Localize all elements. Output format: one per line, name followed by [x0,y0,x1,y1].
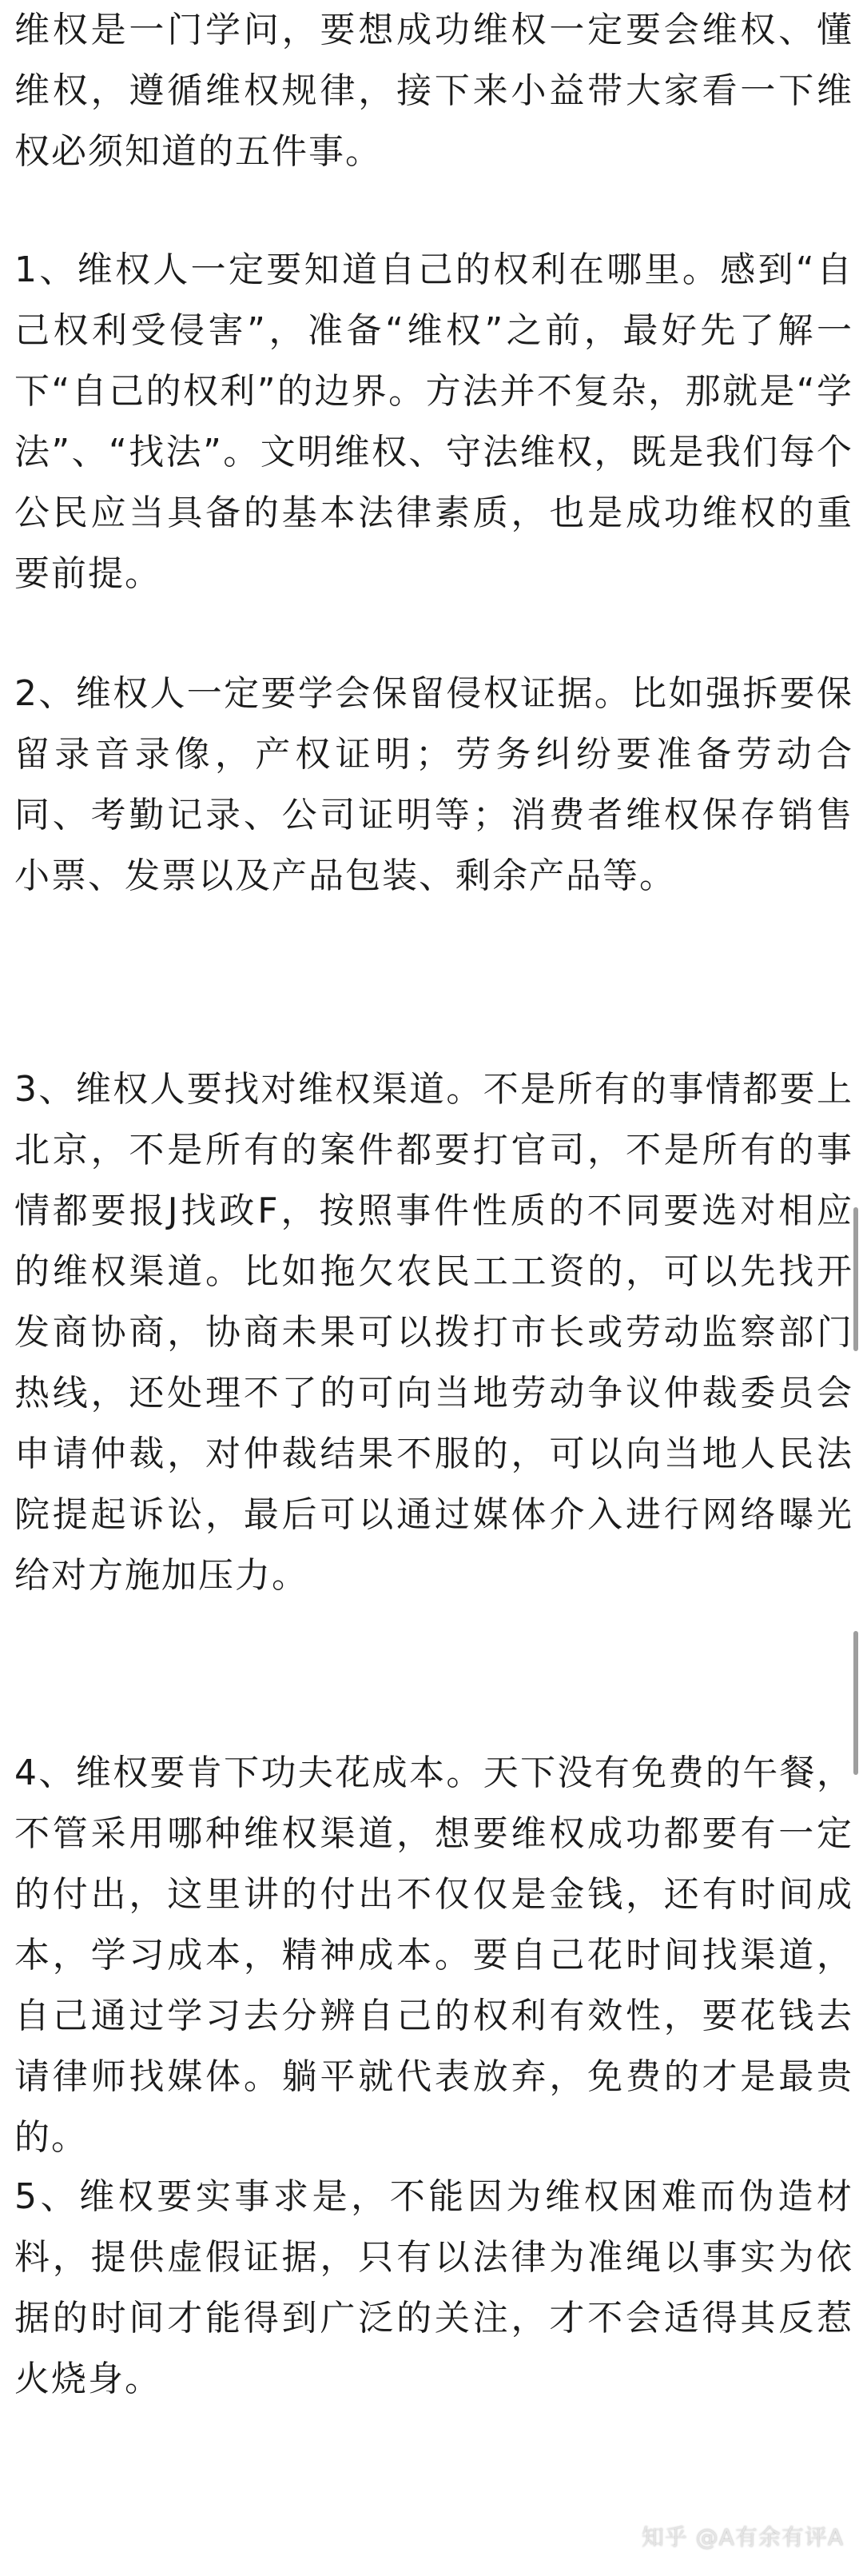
point-2-paragraph: 2、维权人一定要学会保留侵权证据。比如强拆要保留录音录像，产权证明；劳务纠纷要准备劳动合同、考勤记录、公司证明等；消费者维权保存销售小票、发票以及产品包装、剩余产品等。 [14,673,853,896]
zhihu-watermark [642,2518,844,2554]
scrollbar-indicator[interactable] [853,1631,858,1775]
point-4-paragraph: 4、维权要肯下功夫花成本。天下没有免费的午餐，不管采用哪种维权渠道，想要维权成功都要有一定的付出，这里讲的付出不仅仅是金钱，还有时间成本，学习成本，精神成本。要自己花时间找渠道，自己通过学习去分辨自己的权利有效性，要花钱去请律师找媒体。躺平就代表放弃，免费的才是最贵的。 [14,1753,853,2158]
scrollbar-indicator[interactable] [853,1207,858,1351]
point-5-paragraph: 5、维权要实事求是，不能因为维权困难而伪造材料，提供虚假证据，只有以法律为准绳以事实为依据的时间才能得到广泛的关注，才不会适得其反惹火烧身。 [14,2176,853,2399]
point-3-paragraph: 3、维权人要找对维权渠道。不是所有的事情都要上北京，不是所有的案件都要打官司，不是所有的事情都要报J找政F，按照事件性质的不同要选对相应的维权渠道。比如拖欠农民工工资的，可以先找开发商协商，协商未果可以拨打市长或劳动监察部门热线，还处理不了的可向当地劳动争议仲裁委员会申请仲裁，对仲裁结果不服的，可以向当地人民法院提起诉讼，最后可以通过媒体介入进行网络曝光给对方施加压力。 [14,1069,853,1596]
watermark-text: 知乎 @A有余有评A [641,2524,844,2550]
intro-paragraph: 维权是一门学问，要想成功维权一定要会维权、懂维权，遵循维权规律，接下来小益带大家看一下维权必须知道的五件事。 [14,10,853,172]
point-1-paragraph: 1、维权人一定要知道自己的权利在哪里。感到“自己权利受侵害”，准备“维权”之前，最好先了解一下“自己的权利”的边界。方法并不复杂，那就是“学法”、“找法”。文明维权、守法维权，既是我们每个公民应当具备的基本法律素质，也是成功维权的重要前提。 [14,249,853,594]
